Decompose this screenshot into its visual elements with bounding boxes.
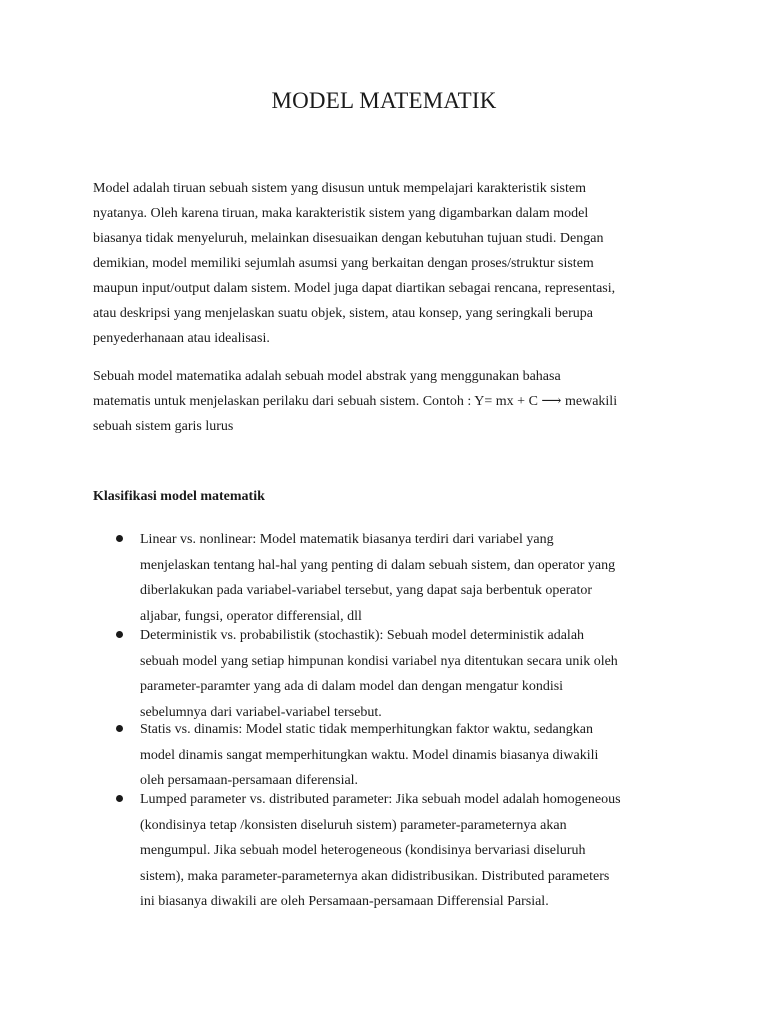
- paragraph-definition: [93, 176, 683, 351]
- paragraph-line: maupun input/output dalam sistem. Model juga dapat diartikan sebagai rencana, representasi,: [93, 281, 616, 296]
- bullet-icon: [116, 795, 123, 802]
- paragraph-line: penyederhanaan atau idealisasi.: [93, 331, 270, 346]
- list-item-text: [140, 717, 700, 794]
- list-item-line: model dinamis sangat memperhitungkan waktu. Model dinamis biasanya diwakili: [140, 747, 599, 763]
- list-item-line: menjelaskan tentang hal-hal yang penting di dalam sebuah sistem, dan operator yang: [140, 557, 616, 573]
- paragraph-line: matematis untuk menjelaskan perilaku dari sebuah sistem. Contoh : Y= mx + C ⟶ mewakili: [93, 394, 618, 409]
- list-item-line: sistem), maka parameter-parameternya akan didistribusikan. Distributed parameters: [140, 868, 610, 884]
- bullet-icon: [116, 535, 123, 542]
- list-item-line: (kondisinya tetap /konsisten diseluruh sistem) parameter-parameternya akan: [140, 817, 567, 833]
- list-item-line: Lumped parameter vs. distributed parameter: Jika sebuah model adalah homogeneous: [140, 792, 621, 807]
- document-title: MODEL MATEMATIK: [271, 88, 497, 113]
- paragraph-line: atau deskripsi yang menjelaskan suatu objek, sistem, atau konsep, yang seringkali berupa: [93, 306, 593, 321]
- list-item-line: sebuah model yang setiap himpunan kondisi variabel nya ditentukan secara unik oleh: [140, 653, 618, 669]
- list-item-line: diberlakukan pada variabel-variabel tersebut, yang dapat saja berbentuk operator: [140, 583, 593, 598]
- list-item-text: [140, 527, 700, 629]
- paragraph-math-model: [93, 364, 683, 439]
- paragraph-line: biasanya tidak menyeluruh, melainkan disesuaikan dengan kebutuhan tujuan studi. Dengan: [93, 231, 604, 246]
- list-item-line: Deterministik vs. probabilistik (stochastik): Sebuah model deterministik adalah: [140, 628, 585, 643]
- list-item-line: Statis vs. dinamis: Model static tidak memperhitungkan faktor waktu, sedangkan: [140, 722, 593, 737]
- paragraph-line: nyatanya. Oleh karena tiruan, maka karakteristik sistem yang digambarkan dalam model: [93, 206, 589, 221]
- list-item-text: [140, 623, 700, 725]
- list-item-line: Linear vs. nonlinear: Model matematik biasanya terdiri dari variabel yang: [140, 532, 554, 547]
- paragraph-line: Model adalah tiruan sebuah sistem yang disusun untuk mempelajari karakteristik sistem: [93, 181, 587, 196]
- list-item-line: mengumpul. Jika sebuah model heterogeneous (kondisinya bervariasi diseluruh: [140, 843, 586, 858]
- paragraph-line: Sebuah model matematika adalah sebuah model abstrak yang menggunakan bahasa: [93, 369, 561, 384]
- bullet-icon: [116, 631, 123, 638]
- bullet-icon: [116, 725, 123, 732]
- list-item-line: parameter-paramter yang ada di dalam model dan dengan mengatur kondisi: [140, 679, 564, 694]
- list-item-line: aljabar, fungsi, operator differensial, dll: [140, 608, 362, 624]
- list-item-line: sebelumnya dari variabel-variabel tersebut.: [140, 704, 382, 720]
- paragraph-line: sebuah sistem garis lurus: [93, 419, 234, 434]
- section-heading: Klasifikasi model matematik: [93, 489, 265, 504]
- list-item-text: [140, 787, 700, 915]
- list-item-line: ini biasanya diwakili are oleh Persamaan-persamaan Differensial Parsial.: [140, 894, 549, 909]
- list-item-line: oleh persamaan-persamaan diferensial.: [140, 773, 359, 788]
- paragraph-line: demikian, model memiliki sejumlah asumsi yang berkaitan dengan proses/struktur sistem: [93, 256, 594, 271]
